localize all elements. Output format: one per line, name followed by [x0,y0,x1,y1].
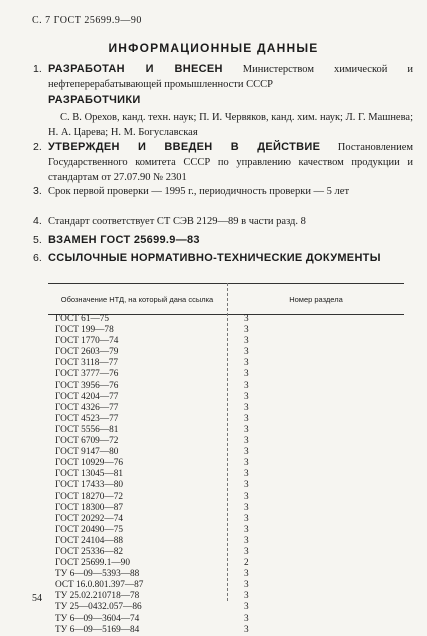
table-row [48,569,404,580]
developers-text: С. В. Орехов, канд. техн. наук; П. И. Червяков, канд. хим. наук; Л. Г. Машнева; Н. А. Царева; Н. М. Богуславская [48,112,413,138]
section-number: 3 [244,513,249,524]
document-designation: ГОСТ 4523—77 [55,413,119,424]
table-row [48,602,404,613]
item-6 [33,251,413,266]
section-number: 3 [244,402,249,413]
item-number: 5. [33,234,42,246]
column-header-document: Обозначение НТД, на который дана ссылка [60,294,214,304]
table-row [48,447,404,458]
document-designation: ГОСТ 17433—80 [55,480,124,491]
document-designation: ГОСТ 3956—76 [55,380,119,391]
table-row [48,514,404,525]
document-designation: ГОСТ 13045—81 [55,469,124,480]
table-row [48,314,404,325]
document-designation: ГОСТ 3118—77 [55,358,119,369]
table-row [48,336,404,347]
section-number: 3 [244,458,249,469]
item-text: Срок первой проверки — 1995 г., периодичность проверки — 5 лет [48,186,350,197]
reference-table [48,283,404,635]
table-row [48,381,404,392]
document-designation: ГОСТ 20490—75 [55,524,124,535]
document-designation: ГОСТ 18300—87 [55,502,124,513]
column-header-section: Номер раздела [289,294,343,304]
table-row [48,525,404,536]
table-row [48,558,404,569]
item-text: Постановлением Государственного комитета СССР по управлению качеством продукции и стандартам от 27.07.90 № 2301 [48,142,414,183]
developers-title: РАЗРАБОТЧИКИ [48,94,141,106]
item-number: 4. [33,215,42,227]
document-designation: ГОСТ 3777—76 [55,369,119,380]
item-4 [33,214,413,229]
table-row [48,425,404,436]
table-row [48,591,404,602]
table-row [48,580,404,591]
section-number: 3 [244,524,249,535]
item-1 [33,62,413,92]
item-3 [33,184,413,199]
section-number: 3 [244,591,249,602]
table-row [48,392,404,403]
document-designation: ОСТ 16.0.801.397—87 [55,580,144,591]
item-2 [33,140,413,185]
item-caps: РАЗРАБОТАН И ВНЕСЕН [48,63,223,75]
section-number: 3 [244,314,249,324]
section-number: 3 [244,613,249,624]
section-number: 3 [244,436,249,447]
table-row [48,492,404,503]
section-number: 3 [244,380,249,391]
section-number: 3 [244,469,249,480]
document-designation: ГОСТ 25699.1—90 [55,558,130,569]
section-number: 3 [244,447,249,458]
section-number: 3 [244,546,249,557]
section-number: 3 [244,325,249,336]
table-row [48,536,404,547]
table-row [48,369,404,380]
document-designation: ТУ 6—09—3604—74 [55,613,140,624]
item-number: 1. [33,63,42,75]
table-row [48,614,404,625]
table-row [48,325,404,336]
table-row [48,436,404,447]
document-designation: ГОСТ 5556—81 [55,424,119,435]
page-header: С. 7 ГОСТ 25699.9—90 [32,15,142,26]
section-number: 3 [244,413,249,424]
document-designation: ГОСТ 9147—80 [55,447,119,458]
section-number: 3 [244,624,249,635]
page-number: 54 [32,593,42,604]
section-number: 3 [244,580,249,591]
document-designation: ГОСТ 24104—88 [55,535,124,546]
table-row [48,358,404,369]
table-row [48,414,404,425]
section-number: 3 [244,347,249,358]
table-row [48,503,404,514]
document-designation: ТУ 25—0432.057—86 [55,602,142,613]
document-designation: ГОСТ 199—78 [55,325,114,336]
item-text: Стандарт соответствует СТ СЭВ 2129—89 в части разд. 8 [48,216,306,227]
document-designation: ТУ 25.02.210718—78 [55,591,140,602]
section-number: 3 [244,491,249,502]
section-number: 3 [244,369,249,380]
document-designation: ГОСТ 4204—77 [55,391,119,402]
table-row [48,625,404,636]
table-row [48,547,404,558]
item-caps: УТВЕРЖДЕН И ВВЕДЕН В ДЕЙСТВИЕ [48,141,321,153]
table-row [48,403,404,414]
item-text: Министерством химической и нефтеперерабатывающей промышленности СССР [48,64,413,90]
section-number: 3 [244,569,249,580]
item-number: 6. [33,252,42,264]
document-designation: ГОСТ 4326—77 [55,402,119,413]
document-designation: ГОСТ 20292—74 [55,513,124,524]
table-row [48,458,404,469]
document-designation: ГОСТ 25336—82 [55,546,124,557]
item-5 [33,233,413,248]
document-designation: ГОСТ 2603—79 [55,347,119,358]
section-number: 3 [244,502,249,513]
item-caps: ВЗАМЕН ГОСТ 25699.9—83 [48,234,200,246]
document-designation: ГОСТ 10929—76 [55,458,124,469]
table-row [48,469,404,480]
section-number: 2 [244,558,249,569]
document-designation: ГОСТ 61—75 [55,314,110,324]
section-number: 3 [244,424,249,435]
section-number: 3 [244,480,249,491]
document-designation: ГОСТ 1770—74 [55,336,119,347]
document-designation: ТУ 6—09—5169—84 [55,624,140,635]
section-number: 3 [244,535,249,546]
table-header [48,283,404,315]
section-number: 3 [244,391,249,402]
table-row [48,480,404,491]
section-number: 3 [244,602,249,613]
item-caps: ССЫЛОЧНЫЕ НОРМАТИВНО-ТЕХНИЧЕСКИЕ ДОКУМЕНТЫ [48,252,381,264]
document-designation: ТУ 6—09—5393—88 [55,569,140,580]
page-title: ИНФОРМАЦИОННЫЕ ДАННЫЕ [108,41,319,55]
section-number: 3 [244,358,249,369]
document-designation: ГОСТ 6709—72 [55,436,119,447]
item-number: 2. [33,141,42,153]
table-body [48,314,404,636]
table-row [48,347,404,358]
section-number: 3 [244,336,249,347]
document-designation: ГОСТ 18270—72 [55,491,124,502]
item-number: 3. [33,185,42,197]
